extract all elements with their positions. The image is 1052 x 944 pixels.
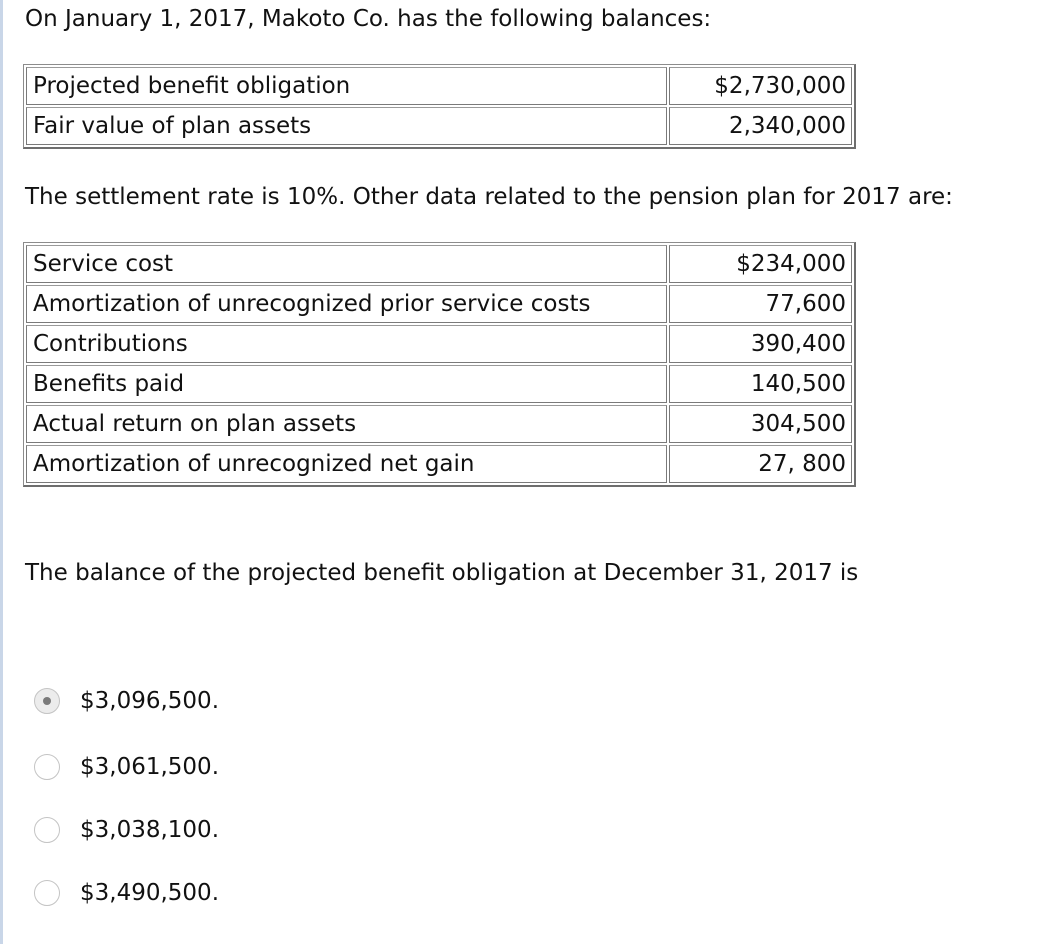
answer-option-label[interactable]: $3,061,500. (80, 754, 219, 780)
radio-button[interactable] (34, 880, 60, 906)
answer-option-label[interactable]: $3,490,500. (80, 880, 219, 906)
plan-item-value: 304,500 (669, 405, 852, 443)
plan-item-label: Amortization of unrecognized net gain (26, 445, 667, 483)
radio-button-selected[interactable] (34, 688, 60, 714)
plan-item-value: 27, 800 (669, 445, 852, 483)
radio-button[interactable] (34, 817, 60, 843)
answer-option[interactable] (34, 878, 219, 908)
table-row (26, 67, 852, 105)
table-row (26, 405, 852, 443)
plan-item-value: 390,400 (669, 325, 852, 363)
balance-label: Fair value of plan assets (26, 107, 667, 145)
question-prompt: The balance of the projected benefit obligation at December 31, 2017 is (25, 560, 859, 586)
answer-option-label[interactable]: $3,096,500. (80, 688, 219, 714)
settlement-rate-text: The settlement rate is 10%. Other data related to the pension plan for 2017 are: (25, 184, 953, 210)
balance-value: $2,730,000 (669, 67, 852, 105)
plan-item-label: Actual return on plan assets (26, 405, 667, 443)
balance-value: 2,340,000 (669, 107, 852, 145)
plan-item-label: Service cost (26, 245, 667, 283)
table-row (26, 285, 852, 323)
plan-data-table (23, 242, 856, 487)
answer-option[interactable] (34, 815, 219, 845)
table-row (26, 325, 852, 363)
left-border-rule (0, 0, 3, 944)
answer-option[interactable] (34, 752, 219, 782)
plan-item-value: 77,600 (669, 285, 852, 323)
balances-table (23, 64, 856, 149)
table-row (26, 107, 852, 145)
table-row (26, 245, 852, 283)
radio-button[interactable] (34, 754, 60, 780)
plan-item-value: 140,500 (669, 365, 852, 403)
answer-option-label[interactable]: $3,038,100. (80, 817, 219, 843)
plan-item-value: $234,000 (669, 245, 852, 283)
table-row (26, 365, 852, 403)
table-row (26, 445, 852, 483)
plan-item-label: Contributions (26, 325, 667, 363)
plan-item-label: Amortization of unrecognized prior service costs (26, 285, 667, 323)
balance-label: Projected benefit obligation (26, 67, 667, 105)
plan-item-label: Benefits paid (26, 365, 667, 403)
answer-option[interactable] (34, 686, 219, 716)
question-intro: On January 1, 2017, Makoto Co. has the following balances: (25, 6, 712, 32)
